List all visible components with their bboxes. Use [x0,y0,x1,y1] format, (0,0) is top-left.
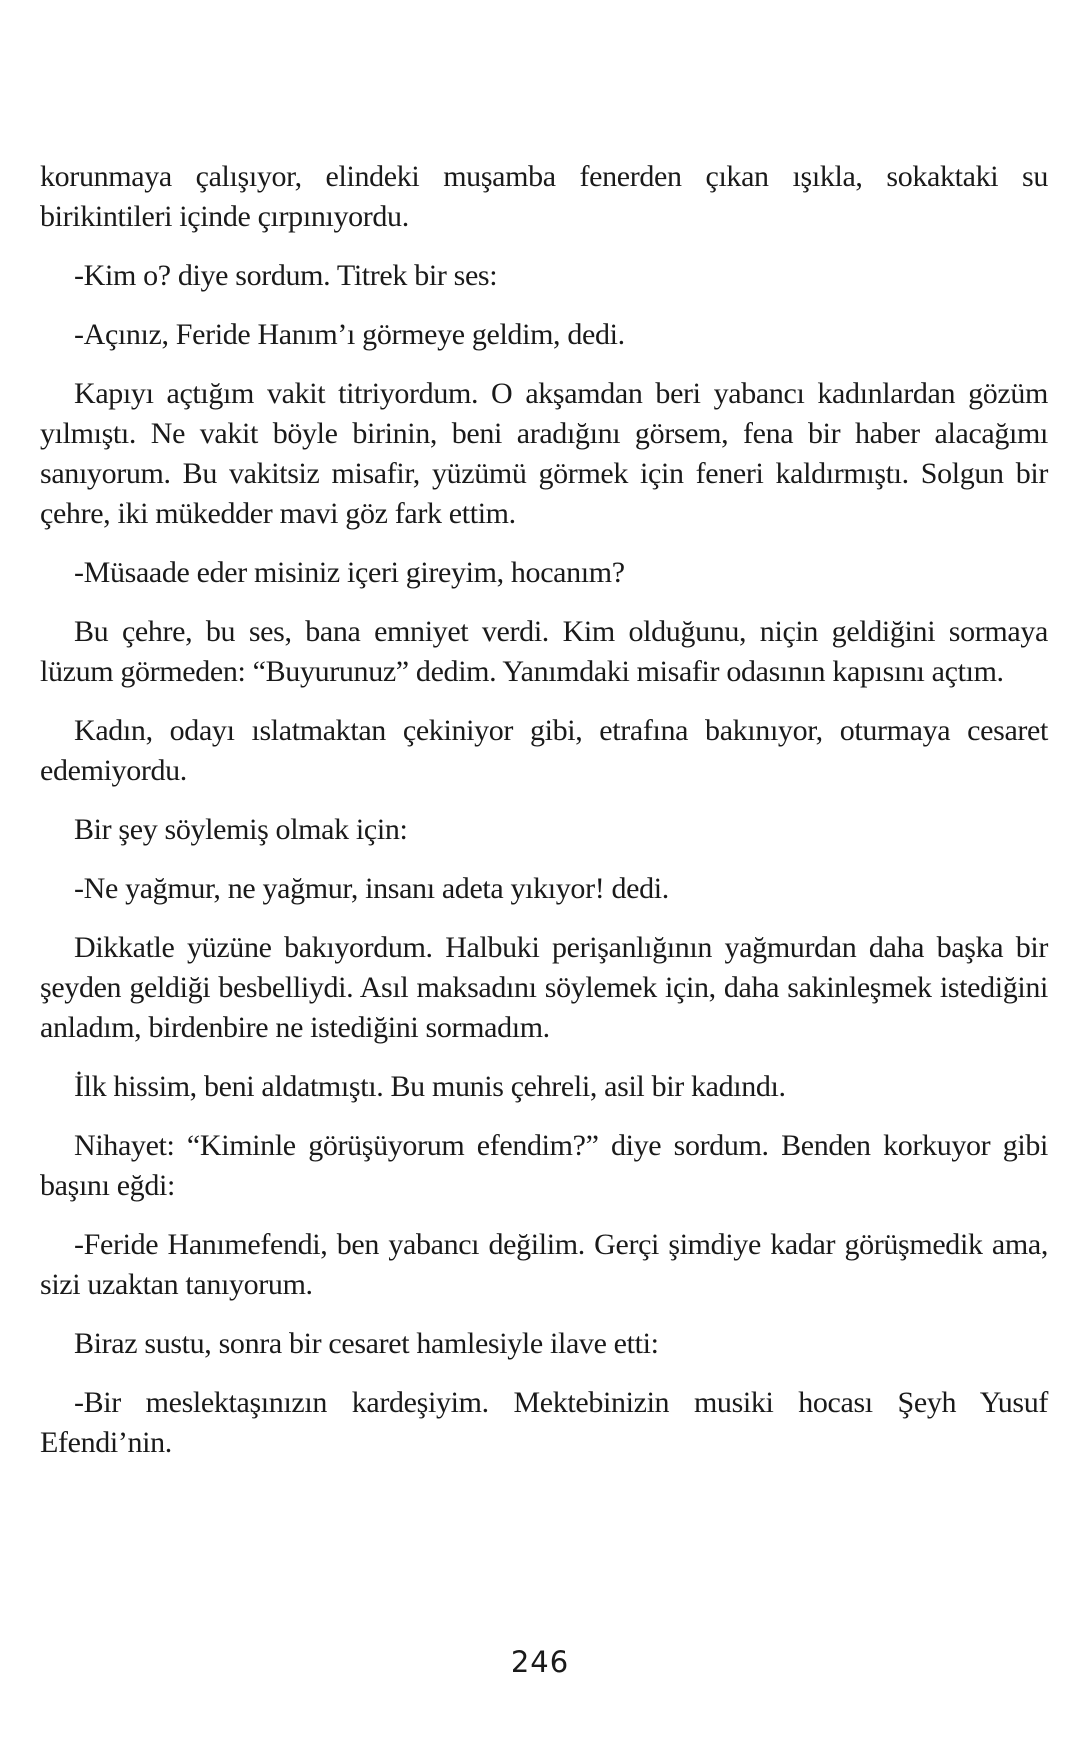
page-body [40,157,1048,1482]
page-number: 246 [510,1645,570,1679]
paragraph-2: -Kim o? diye sordum. Titrek bir ses: [74,259,498,292]
paragraph-11: İlk hissim, beni aldatmıştı. Bu munis çehreli, asil bir kadındı. [74,1070,786,1103]
paragraph-14: Biraz sustu, sonra bir cesaret hamlesiyle ilave etti: [74,1327,659,1360]
paragraph-9: -Ne yağmur, ne yağmur, insanı adeta yıkıyor! dedi. [74,872,669,905]
paragraph-4: Kapıyı açtığım vakit titriyordum. O akşamdan beri yabancı kadınlardan gözüm yılmıştı. Ne vakit böyle birinin, beni aradığını görsem, fena bir haber alacağımı sanıyorum. Bu vakitsiz misafir, yüzümü görmek için feneri kaldırmıştı. Solgun bir çehre, iki mükedder mavi göz fark ettim. [40,377,1048,530]
paragraph-12: Nihayet: “Kiminle görüşüyorum efendim?” diye sordum. Benden korkuyor gibi başını eğdi: [40,1129,1048,1202]
paragraph-13: -Feride Hanımefendi, ben yabancı değilim. Gerçi şimdiye kadar görüşmedik ama, sizi uzaktan tanıyorum. [40,1228,1048,1301]
paragraph-7: Kadın, odayı ıslatmaktan çekiniyor gibi, etrafına bakınıyor, oturmaya cesaret edemiyordu. [40,714,1048,787]
paragraph-8: Bir şey söylemiş olmak için: [74,813,408,846]
paragraph-5: -Müsaade eder misiniz içeri gireyim, hocanım? [74,556,625,589]
paragraph-3: -Açınız, Feride Hanım’ı görmeye geldim, dedi. [74,318,625,351]
paragraph-1: korunmaya çalışıyor, elindeki muşamba fenerden çıkan ışıkla, sokaktaki su birikintileri içinde çırpınıyordu. [40,160,1048,233]
paragraph-6: Bu çehre, bu ses, bana emniyet verdi. Kim olduğunu, niçin geldiğini sormaya lüzum görmeden: “Buyurunuz” dedim. Yanımdaki misafir odasının kapısını açtım. [40,615,1048,688]
paragraph-15: -Bir meslektaşınızın kardeşiyim. Mektebinizin musiki hocası Şeyh Yusuf Efendi’nin. [40,1386,1048,1459]
paragraph-10: Dikkatle yüzüne bakıyordum. Halbuki perişanlığının yağmurdan daha başka bir şeyden geldiği besbelliydi. Asıl maksadını söylemek için, daha sakinleşmek istediğini anladım, birdenbire ne istediğini sormadım. [40,931,1048,1044]
